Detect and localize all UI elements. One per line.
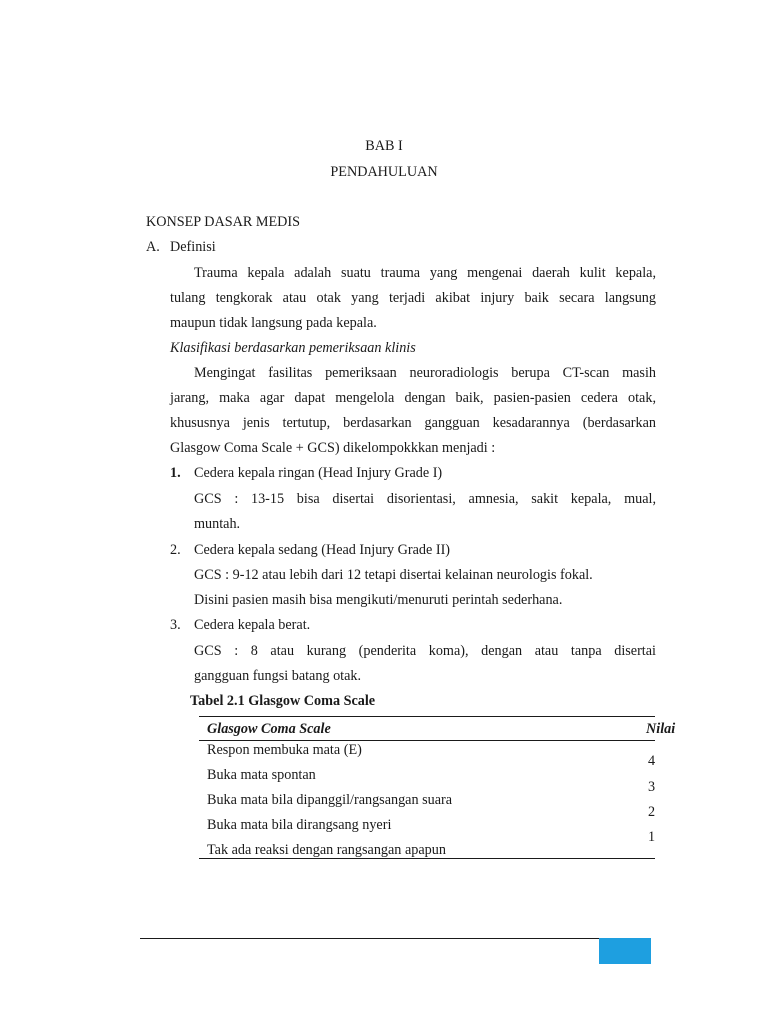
footer-rule	[140, 938, 602, 939]
para2-line1: Mengingat fasilitas pemeriksaan neuroradiologis berupa CT-scan masih	[194, 365, 656, 381]
list-item-3-title: Cedera kepala berat.	[194, 617, 311, 633]
list-item-2-desc1: GCS : 9-12 atau lebih dari 12 tetapi disertai kelainan neurologis fokal.	[194, 567, 593, 583]
table-value: 1	[648, 829, 656, 845]
footer-page-box	[599, 938, 651, 964]
list-item-1-title: Cedera kepala ringan (Head Injury Grade I)	[194, 465, 443, 481]
list-item-2-desc2: Disini pasien masih bisa mengikuti/menuruti perintah sederhana.	[194, 592, 563, 608]
table-row-label: Respon membuka mata (E)	[207, 742, 362, 758]
para1-line3: maupun tidak langsung pada kepala.	[170, 315, 377, 331]
table-row-label: Buka mata bila dirangsang nyeri	[207, 817, 392, 833]
para2-line2: jarang, maka agar dapat mengelola dengan baik, pasien-pasien cedera otak,	[170, 390, 656, 406]
table-row-label: Buka mata bila dipanggil/rangsangan suara	[207, 792, 453, 808]
classification-subheading: Klasifikasi berdasarkan pemeriksaan klinis	[170, 340, 416, 356]
subsection-title: Definisi	[170, 239, 216, 255]
para2-line3: khususnya jenis tertutup, berdasarkan gangguan kesadarannya (berdasarkan	[170, 415, 656, 431]
list-marker-2: 2.	[170, 542, 181, 558]
subsection-marker: A.	[146, 239, 160, 255]
para2-line4: Glasgow Coma Scale + GCS) dikelompokkkan menjadi :	[170, 440, 496, 456]
table-row-label: Buka mata spontan	[207, 767, 316, 783]
table-header-value: Nilai	[646, 721, 676, 737]
chapter-number: BAB I	[365, 138, 403, 154]
list-item-2-title: Cedera kepala sedang (Head Injury Grade II)	[194, 542, 451, 558]
table-header-scale: Glasgow Coma Scale	[207, 721, 331, 737]
list-item-1-desc1: GCS : 13-15 bisa disertai disorientasi, amnesia, sakit kepala, mual,	[194, 491, 656, 507]
chapter-title: PENDAHULUAN	[330, 164, 438, 180]
list-marker-3: 3.	[170, 617, 181, 633]
list-item-3-desc1: GCS : 8 atau kurang (penderita koma), dengan atau tanpa disertai	[194, 643, 656, 659]
table-top-rule	[199, 716, 655, 717]
para1-line2: tulang tengkorak atau otak yang terjadi akibat injury baik secara langsung	[170, 290, 656, 306]
table-row-label: Tak ada reaksi dengan rangsangan apapun	[207, 842, 446, 858]
list-marker-1: 1.	[170, 465, 181, 481]
table-bottom-rule	[199, 858, 655, 859]
section-title: KONSEP DASAR MEDIS	[146, 214, 300, 230]
table-value: 3	[648, 779, 656, 795]
list-item-1-desc2: muntah.	[194, 516, 241, 532]
list-item-3-desc2: gangguan fungsi batang otak.	[194, 668, 362, 684]
table-caption: Tabel 2.1 Glasgow Coma Scale	[190, 693, 376, 709]
para1-line1: Trauma kepala adalah suatu trauma yang mengenai daerah kulit kepala,	[194, 265, 656, 281]
table-value: 4	[648, 753, 656, 769]
table-value: 2	[648, 804, 656, 820]
